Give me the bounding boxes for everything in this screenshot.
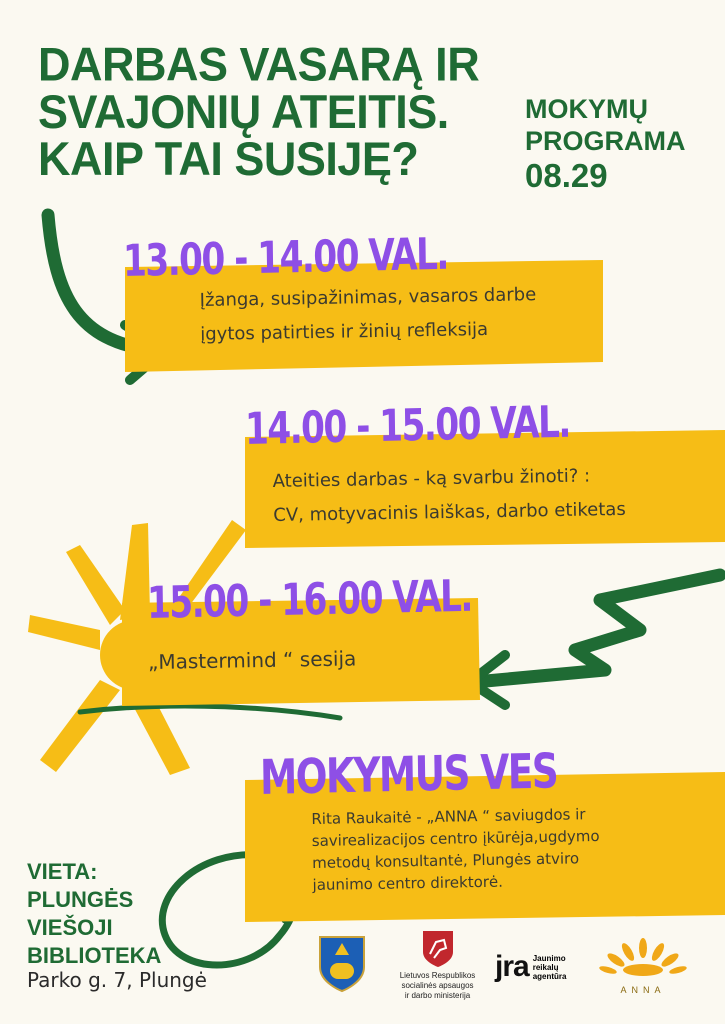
session-time-1: 13.00 - 14.00 VAL. (122, 228, 449, 287)
vytis-shield-icon (422, 930, 454, 968)
ministry-line-1: Lietuvos Respublikos (399, 971, 476, 980)
brush-underline-icon (80, 706, 340, 718)
ministry-logo (385, 930, 490, 1001)
program-label-line-2: PROGRAMA (525, 126, 686, 156)
jra-line-2: reikalų (532, 962, 559, 972)
anna-mark: ANNA (620, 985, 666, 995)
trainer-line: jaunimo centro direktorė. (312, 872, 504, 894)
venue-line-3: BIBLIOTEKA (27, 943, 162, 968)
jra-mark: jra (495, 950, 529, 983)
ministry-line-2: socialinės apsaugos (401, 981, 474, 990)
trainer-line: metodų konsultantė, Plungės atviro (312, 849, 580, 872)
trainer-line: Rita Raukaitė - „ANNA “ saviugdos ir (311, 805, 586, 829)
venue (27, 858, 161, 970)
anna-logo (598, 938, 688, 995)
session-line: CV, motyvacinis laiškas, darbo etiketas (273, 498, 626, 526)
page-title (38, 37, 508, 186)
trainer-heading: MOKYMUS VES (259, 743, 558, 806)
ministry-line-3: ir darbo ministerija (404, 991, 471, 1000)
green-arrow-right-icon (475, 575, 720, 682)
title-line: SVAJONIŲ ATEITIS. (38, 84, 449, 139)
session-line: įgytos patirties ir žinių refleksija (200, 318, 489, 345)
jra-line-1: Jaunimo (532, 953, 566, 963)
sunflower-icon (598, 938, 688, 980)
session-time-3: 15.00 - 16.00 VAL. (146, 570, 473, 629)
venue-label: VIETA: (27, 859, 98, 884)
trainer-desc (311, 803, 600, 896)
session-line: Ateities darbas - ką svarbu žinoti? : (272, 465, 591, 493)
jra-line-3: agentūra (532, 971, 567, 981)
plunge-coat-of-arms-icon (318, 935, 366, 993)
venue-line-1: PLUNGĖS (27, 887, 134, 912)
program-label-line-1: MOKYMŲ (525, 94, 648, 124)
session-desc-1 (199, 278, 537, 352)
session-line: „Mastermind “ sesija (147, 646, 357, 674)
title-line: DARBAS VASARĄ IR (38, 37, 480, 92)
program-date: 08.29 (525, 157, 608, 194)
program-label (525, 93, 686, 195)
trainer-line: savirealizacijos centro įkūrėja,ugdymo (311, 826, 600, 851)
session-desc-2 (272, 459, 626, 533)
session-line: Įžanga, susipažinimas, vasaros darbe (199, 284, 537, 312)
venue-line-2: VIEŠOJI (27, 915, 113, 940)
session-desc-3 (148, 641, 357, 679)
jra-logo (495, 945, 585, 989)
session-time-2: 14.00 - 15.00 VAL. (244, 396, 571, 455)
title-line: KAIP TAI SUSIJĘ? (38, 131, 419, 186)
venue-address: Parko g. 7, Plungė (27, 968, 207, 992)
